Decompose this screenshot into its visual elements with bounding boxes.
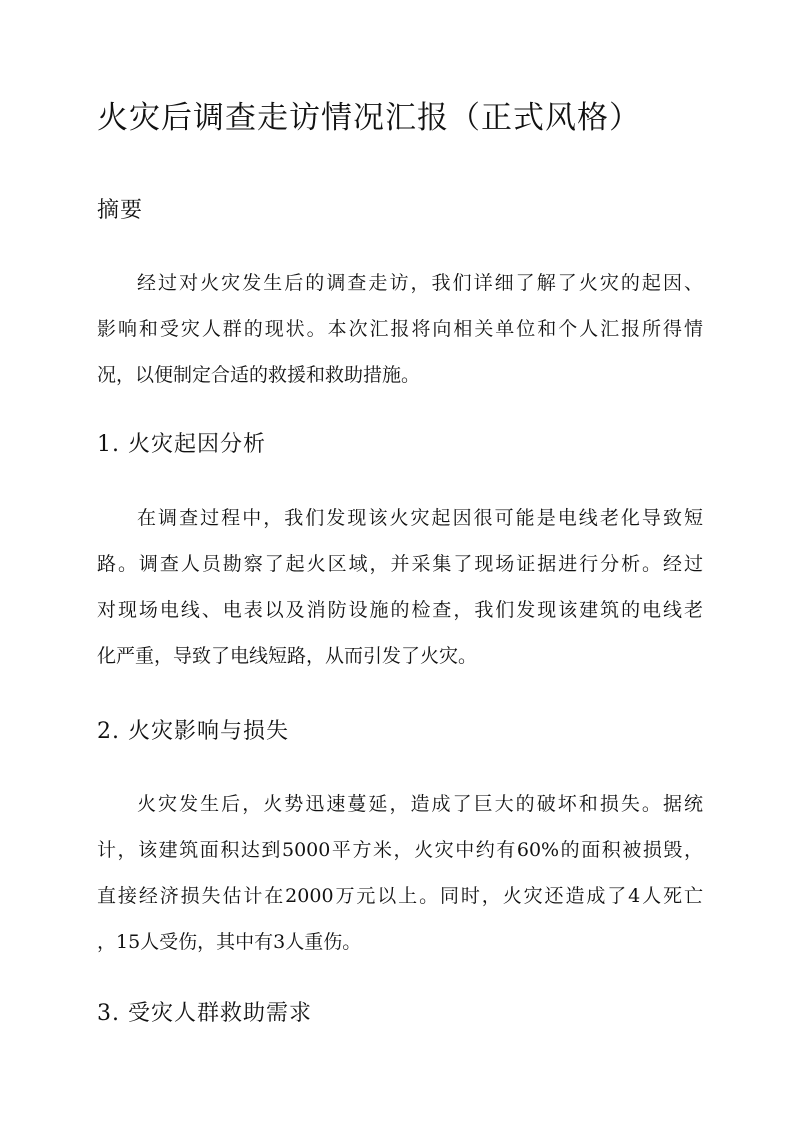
paragraph-line: 直接经济损失估计在2000万元以上。同时，火灾还造成了4人死亡: [97, 885, 703, 907]
paragraph-line: 化严重，导致了电线短路，从而引发了火灾。: [97, 645, 478, 667]
section-heading-impact: 2. 火灾影响与损失: [97, 719, 289, 744]
paragraph-line: 路。调查人员勘察了起火区域，并采集了现场证据进行分析。经过: [97, 553, 703, 575]
abstract-paragraph: [97, 260, 703, 398]
paragraph-line: 火灾发生后，火势迅速蔓延，造成了巨大的破坏和损失。据统: [137, 793, 703, 815]
document-title: 火灾后调查走访情况汇报（正式风格）: [97, 100, 641, 136]
section-paragraph-cause: [97, 495, 703, 679]
abstract-heading: 摘要: [97, 198, 144, 223]
section-heading-cause: 1. 火灾起因分析: [97, 432, 266, 457]
abstract-line: 影响和受灾人群的现状。本次汇报将向相关单位和个人汇报所得情: [97, 318, 703, 340]
paragraph-line: 对现场电线、电表以及消防设施的检查，我们发现该建筑的电线老: [97, 599, 703, 621]
paragraph-line: ，15人受伤，其中有3人重伤。: [97, 931, 362, 953]
section-heading-relief-needs: 3. 受灾人群救助需求: [97, 1001, 312, 1026]
abstract-line: 经过对火灾发生后的调查走访，我们详细了解了火灾的起因、: [137, 272, 703, 294]
paragraph-line: 计，该建筑面积达到5000平方米，火灾中约有60%的面积被损毁，: [97, 839, 703, 861]
abstract-line: 况，以便制定合适的救援和救助措施。: [97, 364, 421, 386]
section-paragraph-impact: [97, 781, 703, 965]
paragraph-line: 在调查过程中，我们发现该火灾起因很可能是电线老化导致短: [137, 507, 703, 529]
